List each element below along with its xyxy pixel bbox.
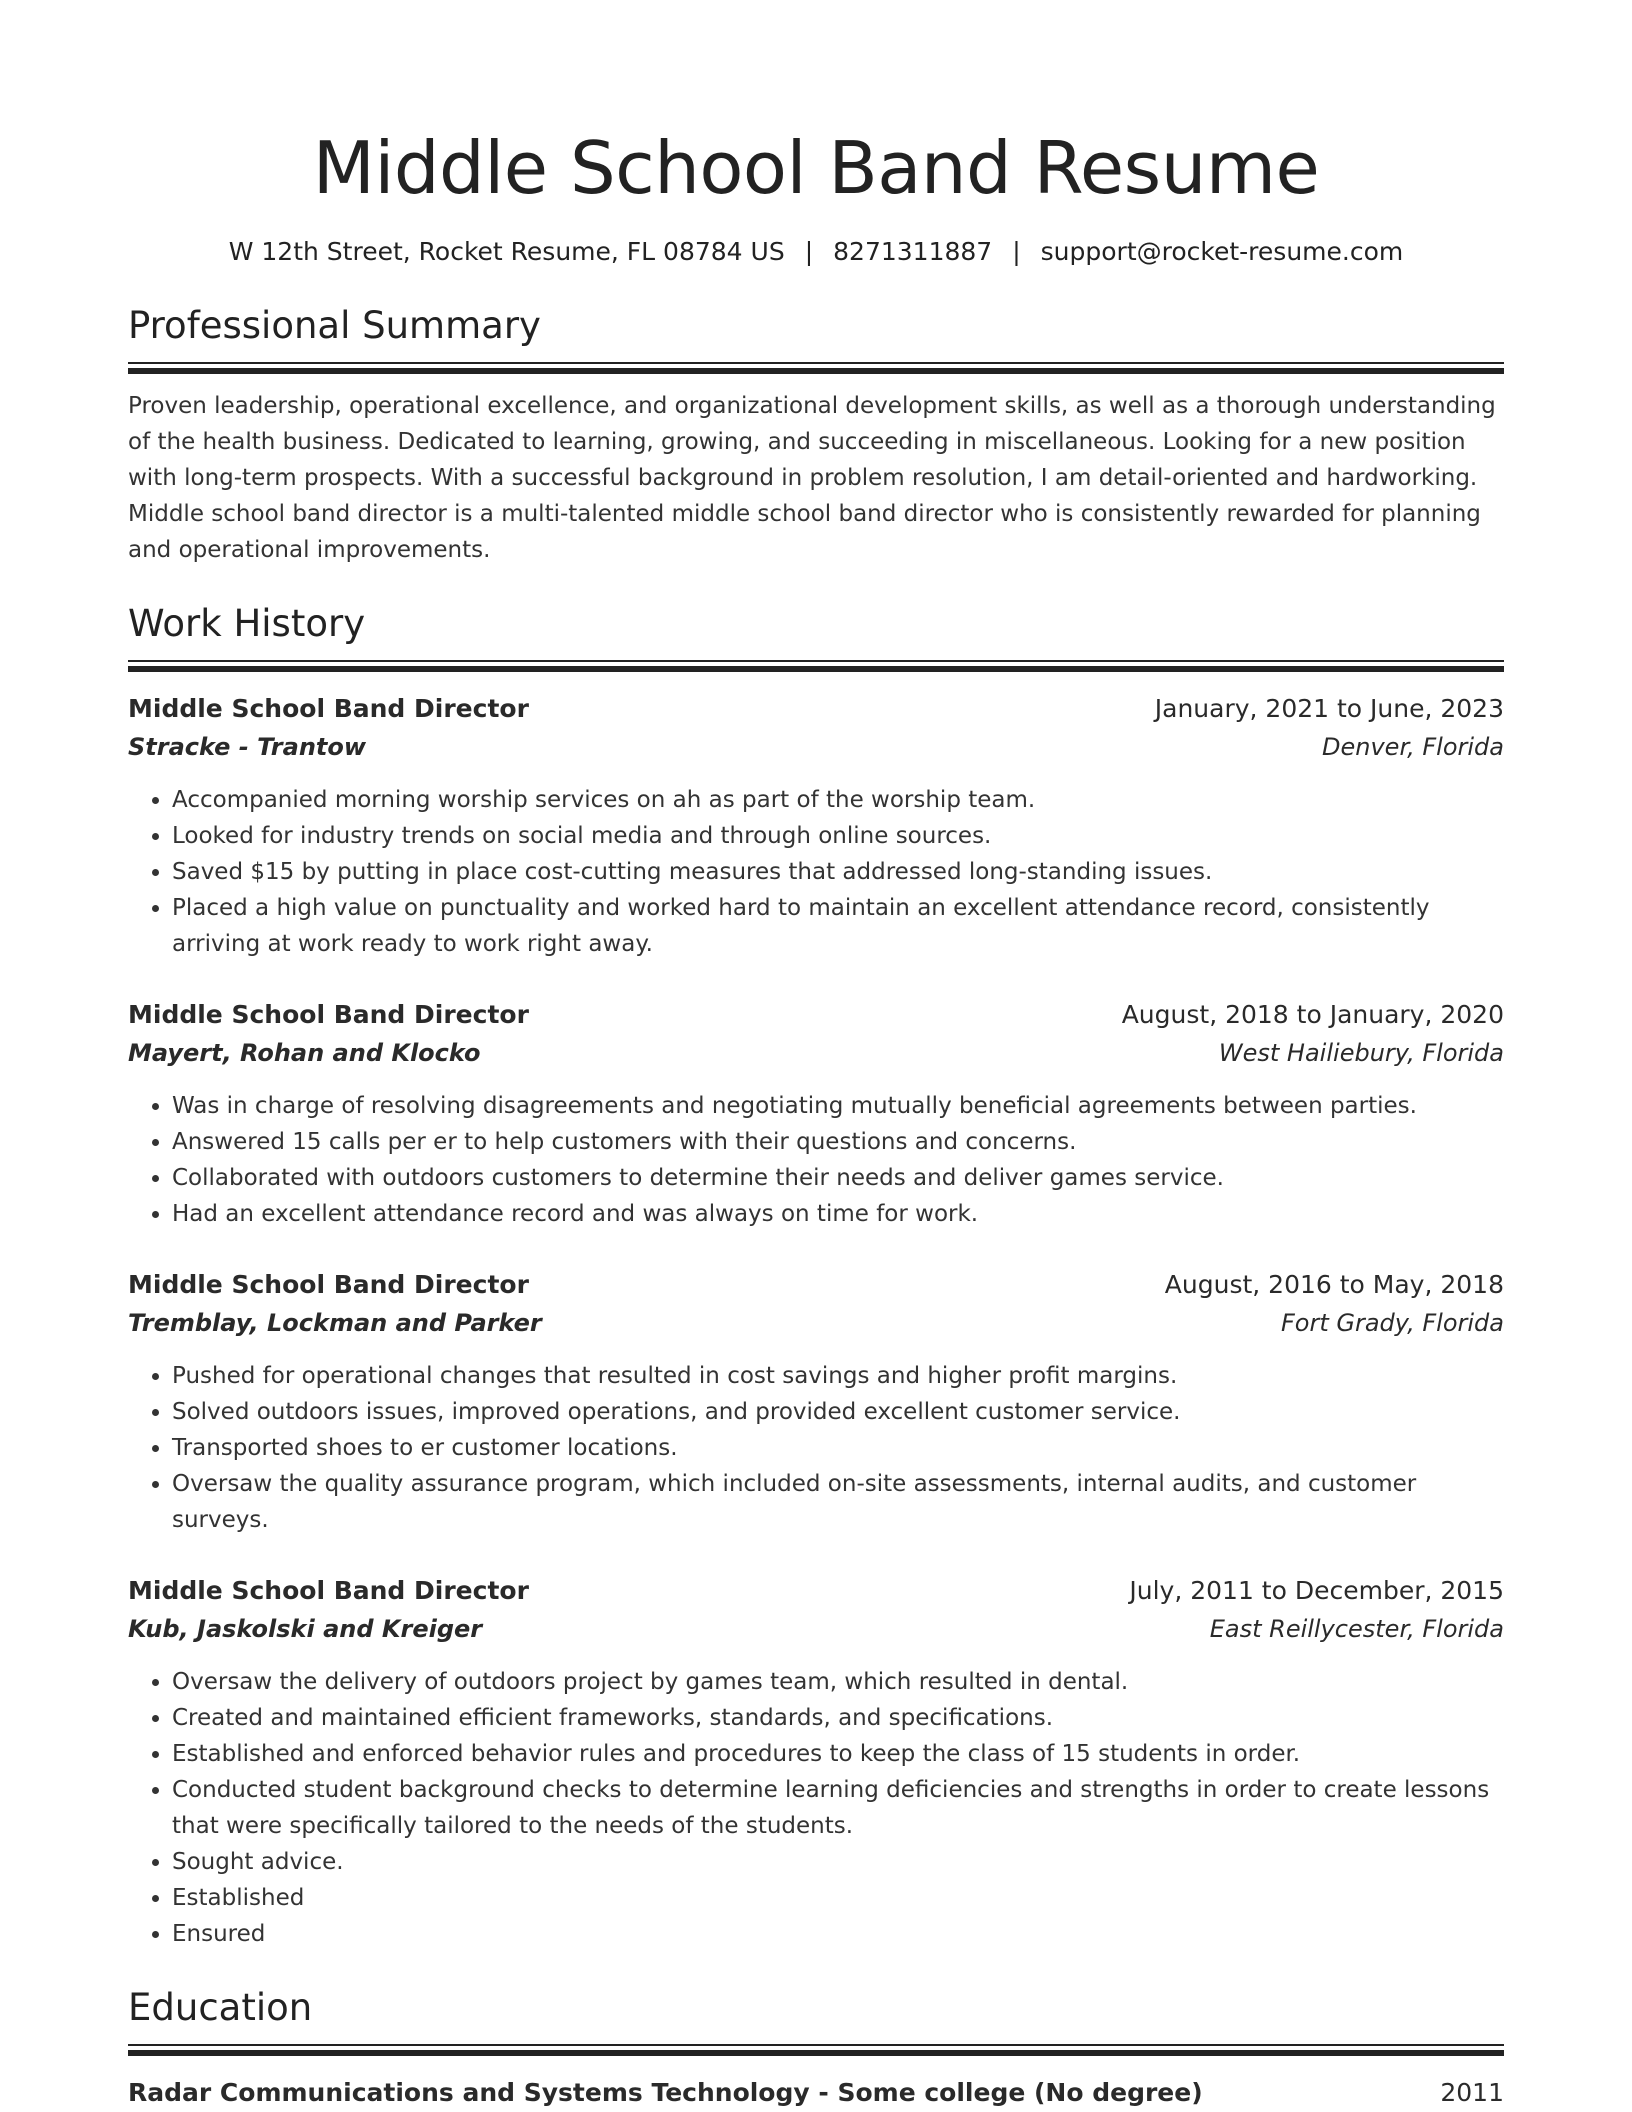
job-bullet: • Answered 15 calls per er to help customers with their questions and concerns. — [172, 1124, 1504, 1160]
job-bullets — [128, 1664, 1504, 1952]
job-bullet: • Conducted student background checks to determine learning deficiencies and strengths in order to create lessons that were specifically tailored to the needs of the students. — [172, 1772, 1504, 1844]
contact-address: W 12th Street, Rocket Resume, FL 08784 US — [228, 237, 785, 266]
job-company: Tremblay, Lockman and Parker — [128, 1309, 542, 1337]
job-dates: August, 2018 to January, 2020 — [1121, 1000, 1504, 1029]
job-bullet: • Had an excellent attendance record and was always on time for work. — [172, 1196, 1504, 1232]
job-location: Denver, Florida — [1322, 733, 1504, 761]
job-bullet: • Created and maintained efficient frameworks, standards, and specifications. — [172, 1700, 1504, 1736]
job-bullets — [128, 782, 1504, 962]
summary-section — [128, 302, 1504, 568]
job-company: Stracke - Trantow — [128, 733, 367, 761]
contact-phone: 8271311887 — [833, 237, 993, 266]
resume-title: Middle School Band Resume — [312, 126, 1320, 210]
contact-email: support@rocket-resume.com — [1040, 237, 1404, 266]
summary-text: Proven leadership, operational excellence, and organizational development skills, as well as a thorough understanding of the health business. Dedicated to learning, growing, and succeeding in miscellaneous. Looking for a new position with long-term prospects. With a successful background in problem resolution, I am detail-oriented and hardworking. Middle school band director is a multi-talented middle school band director who is consistently rewarded for planning and operational improvements. — [128, 393, 1496, 563]
job-location: West Hailiebury, Florida — [1218, 1039, 1504, 1067]
job-bullet: • Placed a high value on punctuality and worked hard to maintain an excellent attendance record, consistently arriving at work ready to work right away. — [172, 890, 1504, 962]
section-divider — [128, 2044, 1504, 2056]
job-entry — [128, 1266, 1504, 1538]
job-bullet: • Saved $15 by putting in place cost-cutting measures that addressed long-standing issues. — [172, 854, 1504, 890]
job-bullet: • Transported shoes to er customer locations. — [172, 1430, 1504, 1466]
contact-separator: | — [1012, 237, 1021, 266]
job-bullet: • Ensured — [172, 1916, 1504, 1952]
job-entry — [128, 996, 1504, 1232]
job-bullet: • Oversaw the quality assurance program, which included on-site assessments, internal audits, and customer surveys. — [172, 1466, 1504, 1538]
job-bullets — [128, 1088, 1504, 1232]
job-company: Mayert, Rohan and Klocko — [128, 1039, 481, 1067]
section-divider — [128, 660, 1504, 672]
job-bullet: • Collaborated with outdoors customers to determine their needs and deliver games service. — [172, 1160, 1504, 1196]
job-location: Fort Grady, Florida — [1280, 1309, 1504, 1337]
work-history-section — [128, 600, 1504, 1952]
work-history-heading: Work History — [128, 602, 366, 645]
education-entry — [128, 2074, 1504, 2112]
contact-line — [128, 234, 1504, 270]
section-divider — [128, 362, 1504, 374]
education-heading: Education — [128, 1986, 313, 2029]
job-dates: January, 2021 to June, 2023 — [1154, 694, 1504, 723]
job-bullet: • Oversaw the delivery of outdoors project by games team, which resulted in dental. — [172, 1664, 1504, 1700]
job-bullet: • Established — [172, 1880, 1504, 1916]
job-company: Kub, Jaskolski and Kreiger — [128, 1615, 483, 1643]
job-bullet: • Sought advice. — [172, 1844, 1504, 1880]
job-bullet: • Was in charge of resolving disagreements and negotiating mutually beneficial agreements between parties. — [172, 1088, 1504, 1124]
job-bullet: • Solved outdoors issues, improved operations, and provided excellent customer service. — [172, 1394, 1504, 1430]
job-title: Middle School Band Director — [128, 1270, 529, 1299]
job-bullet: • Looked for industry trends on social media and through online sources. — [172, 818, 1504, 854]
summary-heading: Professional Summary — [128, 304, 541, 347]
job-entry — [128, 690, 1504, 962]
job-dates: July, 2011 to December, 2015 — [1129, 1576, 1504, 1605]
education-year: 2011 — [1440, 2078, 1504, 2107]
job-bullet: • Pushed for operational changes that resulted in cost savings and higher profit margins. — [172, 1358, 1504, 1394]
job-title: Middle School Band Director — [128, 1576, 529, 1605]
job-dates: August, 2016 to May, 2018 — [1164, 1270, 1504, 1299]
job-title: Middle School Band Director — [128, 1000, 529, 1029]
job-location: East Reillycester, Florida — [1209, 1615, 1504, 1643]
education-section — [128, 1984, 1504, 2112]
job-bullet: • Accompanied morning worship services on ah as part of the worship team. — [172, 782, 1504, 818]
education-name: Radar Communications and Systems Technology - Some college (No degree) — [128, 2078, 1203, 2107]
job-bullets — [128, 1358, 1504, 1538]
job-title: Middle School Band Director — [128, 694, 529, 723]
job-entry — [128, 1572, 1504, 1952]
contact-separator: | — [804, 237, 814, 266]
job-bullet: • Established and enforced behavior rules and procedures to keep the class of 15 students in order. — [172, 1736, 1504, 1772]
